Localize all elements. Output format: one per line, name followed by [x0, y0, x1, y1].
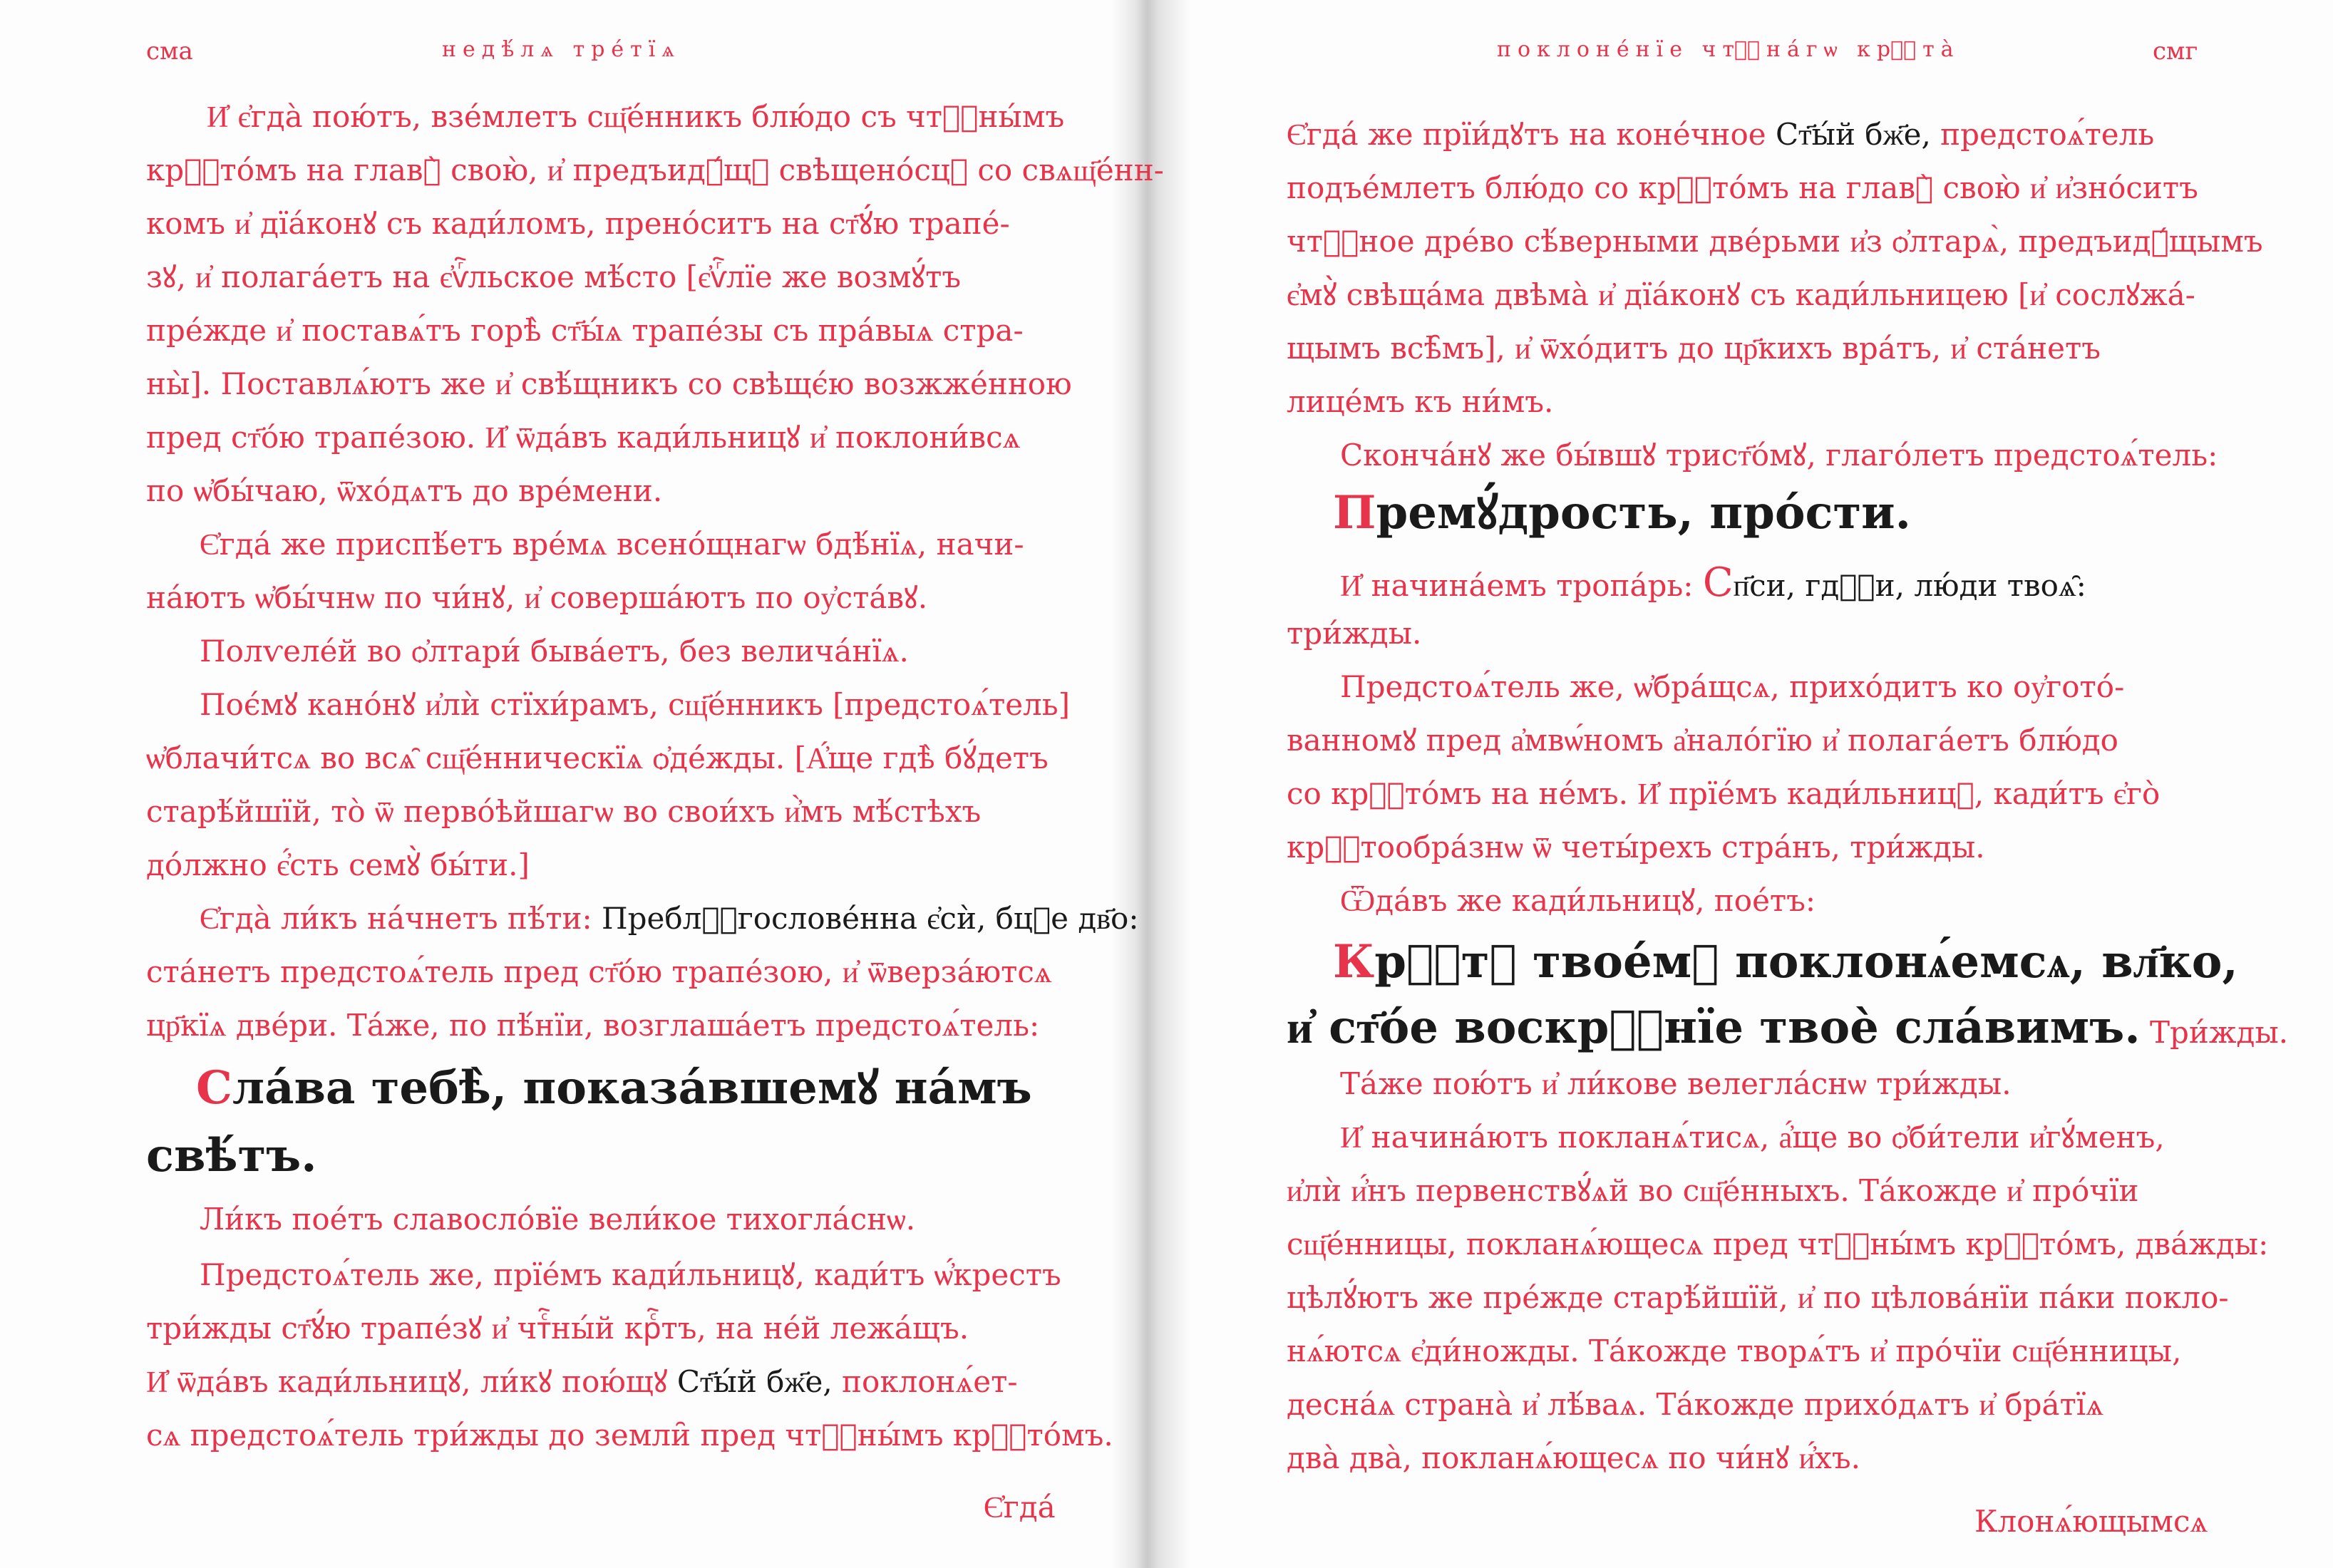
text-line: щымъ всѣ̑мъ], и҆ ѿхо́дитъ до цр҃кихъ вра́тъ, и҆ ста́нетъ: [1287, 331, 2101, 366]
right-page-number: смг: [2153, 37, 2198, 66]
troparion-incipit: п҃си, гдⷭ҇и, лю́ди твоѧ̑:: [1733, 568, 2086, 603]
text-line: цр҃кїѧ две́ри. Та́же, по пѣ́нїи, возглаша́етъ предстоѧ́тель:: [146, 1008, 1040, 1043]
text-line: Є҆гда́ же прїи́дꙋтъ на коне́чное Ст҃ы́й бж҃е, предстоѧ́тель: [1287, 117, 2155, 152]
cross-hymn-heading: [1333, 935, 2238, 989]
text-line: три́жды ст҃ꙋ́ю трапе́зꙋ и҆ чтⷭ҇ны́й крⷭ҇тъ, на не́й лежа́щъ.: [146, 1311, 969, 1346]
cross-hymn-heading-cont: [1287, 1001, 2289, 1054]
text-line: Предстоѧ́тель же, ѡ҆бра́щсѧ, прихо́дитъ ко оу҆гото́-: [1340, 669, 2125, 704]
right-catchword: Клонѧ́ющымсѧ: [1974, 1504, 2208, 1539]
text-line: Є҆гда́ же приспѣ́етъ вре́мѧ всено́щнагѡ бдѣ́нїѧ, начи-: [200, 527, 1024, 562]
text-line: подъе́млетъ блю́до со крⷭ҇то́мъ на главꙋ̀ свою̀ и҆ и҆зно́ситъ: [1287, 170, 2198, 205]
hymn-incipit: Ст҃ы́й бж҃е,: [676, 1364, 833, 1399]
cross-hymn-text: и҆ ст҃о́е воскрⷭ҇нїе твоѐ сла́вимъ.: [1287, 1001, 2141, 1054]
text-line: Та́же пою́тъ и҆ ли́кове велегла́снѡ три́жды.: [1340, 1066, 2012, 1101]
initial-letter: С: [1702, 559, 1734, 606]
text-line: Полѵеле́й во ѻ҆лтари́ быва́етъ, без велича́нїѧ.: [200, 634, 909, 669]
text-line: И҆ ѿда́въ кади́льницꙋ, ли́кꙋ пою́щꙋ Ст҃ы́й бж҃е, поклонѧ́ет-: [146, 1364, 1018, 1399]
text-line: сщ҃е́нницы, покланѧ́ющесѧ пред чтⷭ҇ны́мъ крⷭ҇то́мъ, два́жды:: [1287, 1227, 2269, 1262]
text-line: є҆мꙋ̀ свѣща́ма двѣма̀ и҆ дїа́конꙋ съ кади́льницею [и҆ сослꙋжа́-: [1287, 277, 2195, 312]
text-line: крⷭ҇то́мъ на главꙋ̀ свою̀, и҆ предъидꙋ́щꙋ свѣщено́сцꙋ со свѧщ҃е́нн-: [146, 153, 1164, 187]
left-page-number: сма: [146, 37, 193, 66]
text-line: комъ и҆ дїа́конꙋ съ кади́ломъ, прено́ситъ на ст҃ꙋ́ю трапе́-: [146, 206, 1010, 241]
drop-initial: С: [196, 1061, 232, 1115]
text-line: [200, 901, 1139, 936]
text-line: чтⷭ҇ное дре́во сѣ́верными две́рьми и҆з ѻ҆лтарѧ̀, предъидꙋ́щымъ: [1287, 224, 2263, 259]
text-line: крⷭ҇тообра́знѡ ѿ четы́рехъ стра́нъ, три́жды.: [1287, 830, 1985, 865]
text-line: ѡ҆блачи́тсѧ во всѧ̑ сщ҃е́нническїѧ ѻ҆де́жды. [А҆́ще гдѣ̀ бꙋ́детъ: [146, 741, 1049, 775]
text-line: цѣлꙋ́ютъ же пре́жде старѣ́йшїй, и҆ по цѣлова́нїи па́ки покло-: [1287, 1280, 2229, 1315]
doxology-text: ла́ва тебѣ̀, показа́вшемꙋ на́мъ: [232, 1061, 1032, 1115]
rubric-text: Є҆гда̀ ли́къ на́чнетъ пѣ́ти:: [200, 901, 602, 936]
text-line: ны̀]. Поставлѧ́ютъ же и҆ свѣ́щникъ со свѣщє́ю возжже́нною: [146, 366, 1072, 401]
text-line: Ѿда́въ же кади́льницꙋ, пое́тъ:: [1340, 883, 1816, 918]
doxology-heading: [196, 1061, 1032, 1115]
text-line: старѣ́йшїй, то̀ ѿ перво́ѣйшагѡ во свои́хъ и҆̀мъ мѣ́стѣхъ: [146, 794, 982, 829]
doxology-heading-cont: свѣ́тъ.: [146, 1129, 317, 1182]
text-line: пре́жде и҆ поставѧ́тъ горѣ̀ ст҃ы́ѧ трапе́зы съ пра́выѧ стра-: [146, 313, 1024, 348]
text-line: три́жды.: [1287, 616, 1422, 651]
hymn-incipit: Ст҃ы́й бж҃е,: [1776, 117, 1931, 152]
text-line: нѧ́ютсѧ є҆ди́ножды. Та́кожде творѧ́тъ и҆ про́чїи сщ҃е́нницы,: [1287, 1334, 2182, 1368]
drop-initial: К: [1333, 935, 1375, 989]
text-line: десна́ѧ страна̀ и҆ лѣ́ваѧ. Та́кожде прихо́дѧтъ и҆ бра́тїѧ: [1287, 1387, 2104, 1422]
hymn-incipit: Преблⷭ҇гослове́нна є҆сѝ, бцⷣе дв҃о:: [602, 901, 1139, 936]
cross-hymn-text: рⷭ҇тꙋ твое́мꙋ поклонѧ́емсѧ, вл҃ко,: [1374, 935, 2238, 989]
text-line: пред ст҃о́ю трапе́зою. И҆ ѿда́въ кади́льницꙋ и҆ поклони́всѧ: [146, 420, 1021, 455]
text-line: на́ютъ ѡ҆бы́чнѡ по чи́нꙋ, и҆ соверша́ютъ по оу҆ста́вꙋ.: [146, 580, 928, 615]
text-line: сѧ предстоѧ́тель три́жды до земли̑ пред чтⷭ҇ны́мъ крⷭ҇то́мъ.: [146, 1418, 1113, 1453]
book-gutter: [1112, 0, 1190, 1568]
drop-initial: П: [1333, 486, 1376, 540]
right-running-head: поклоне́нїе чтⷭ҇на́гѡ крⷭ҇та̀: [1497, 37, 1960, 62]
text-line: лице́мъ къ ни́мъ.: [1287, 384, 1554, 419]
text-line: Предстоѧ́тель же, прїе́мъ кади́льницꙋ, кади́тъ ѡ҆́крестъ: [200, 1257, 1061, 1292]
text-line: Сконча́нꙋ же бы́вшꙋ трист҃о́мꙋ, глаго́летъ предстоѧ́тель:: [1340, 438, 2218, 473]
text-line: Поє́мꙋ кано́нꙋ и҆лѝ стїхи́рамъ, сщ҃е́нникъ [предстоѧ́тель]: [200, 687, 1070, 722]
text-line: зꙋ, и҆ полага́етъ на є҆ѵⷢ҇льское мѣ́сто [є҆ѵⷢ҇лїе же возмꙋ́тъ: [146, 259, 962, 294]
prokeimenon-text: ремꙋ́дрость, про́сти.: [1376, 486, 1911, 540]
text-line: ста́нетъ предстоѧ́тель пред ст҃о́ю трапе́зою, и҆ ѿверза́ютсѧ: [146, 954, 1052, 989]
text-line: два̀ два̀, покланѧ́ющесѧ по чи́нꙋ и҆́хъ.: [1287, 1440, 1860, 1475]
prokeimenon-heading: [1333, 486, 1911, 540]
text-line: и҆лѝ и҆́нъ первенствꙋ́ѧй во сщ҃е́нныхъ. Та́кожде и҆ про́чїи: [1287, 1173, 2139, 1208]
text-line: И҆ начина́ютъ покланѧ́тисѧ, а҆́ще во ѻ҆би́тели и҆гꙋ́менъ,: [1340, 1120, 2165, 1155]
text-line: ванномꙋ пред а҆мвѡ́номъ а҆нало́гїю и҆ полага́етъ блю́до: [1287, 723, 2118, 758]
text-line: И҆ начина́емъ тропа́рь: Сп҃си, гдⷭ҇и, лю́ди твоѧ̑:: [1340, 559, 2086, 606]
rubric-text: Три́жды.: [2149, 1015, 2289, 1050]
left-running-head: недѣ́лѧ тре́тїѧ: [442, 37, 681, 62]
left-catchword: Є҆гда́: [984, 1490, 1056, 1525]
text-line: со крⷭ҇то́мъ на не́мъ. И҆ прїе́мъ кади́льницꙋ, кади́тъ є҆го̀: [1287, 776, 2161, 811]
text-line: по ѡ҆бы́чаю, ѿхо́дѧтъ до вре́мени.: [146, 473, 663, 508]
text-line: до́лжно є҆́сть семꙋ̀ бы́ти.]: [146, 847, 530, 882]
text-line: Ли́къ пое́тъ славосло́вїе вели́кое тихогла́снѡ.: [200, 1202, 916, 1237]
text-line: И҆ є҆гда̀ пою́тъ, взе́млетъ сщ҃е́нникъ блю́до съ чтⷭ҇ны́мъ: [207, 99, 1065, 134]
